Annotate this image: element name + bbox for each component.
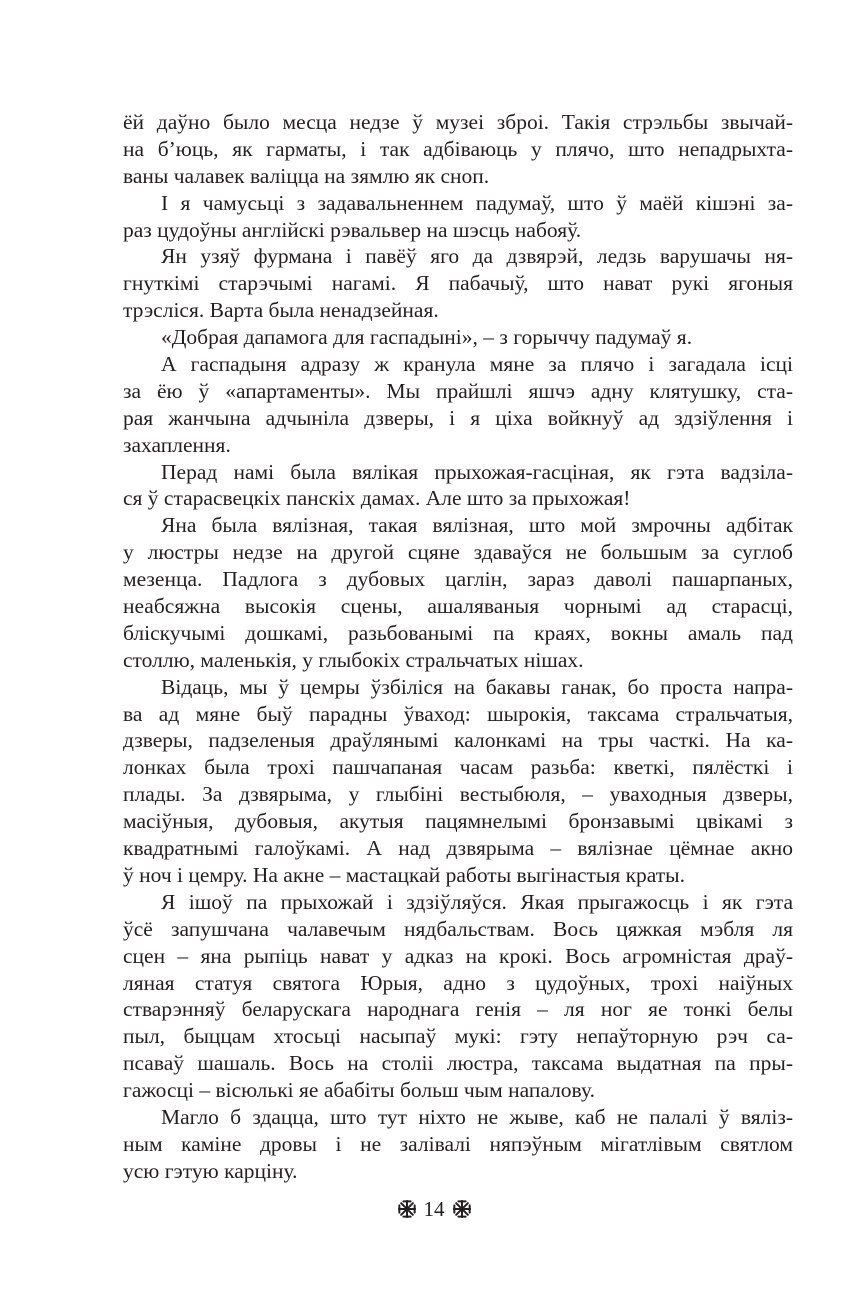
text-line: Відаць, мы ў цемры ўзбіліся на бакавы ганак, бо проста напра- <box>161 674 793 699</box>
paragraph <box>123 1104 793 1185</box>
text-line: Я ішоў па прыхожай і здзіўляўся. Якая прыгажосць і як гэта <box>161 889 793 914</box>
ornament-left-icon <box>398 1200 416 1218</box>
text-line: рая жанчына адчыніла дзверы, і я ціха войкнуў ад здзіўлення і <box>123 405 793 430</box>
paragraph <box>123 190 793 244</box>
paragraph <box>123 674 793 889</box>
text-line: ёй даўно было месца недзе ў музеі зброі. Такія стрэльбы звычай- <box>123 110 793 134</box>
text-line: ся ў старасвецкіх панскіх дамах. Але што за прыхожая! <box>123 486 631 511</box>
text-line: ў ноч і цемру. На акне – мастацкай работы выгінастыя краты. <box>123 862 686 887</box>
text-line: бліскучымі дошкамі, разьбованымі па краях, вокны амаль пад <box>123 620 793 645</box>
page-number: 14 <box>423 1197 445 1221</box>
text-line: усю гэтую карціну. <box>123 1158 298 1183</box>
text-line: А гаспадыня адразу ж кранула мяне за плячо і загадала ісці <box>161 352 793 377</box>
text-line: ляная статуя святога Юрыя, адно з цудоўных, трохі наіўных <box>123 970 793 995</box>
text-line: сцен – яна рыпіць нават у адказ на крокі. Вось агромністая драў- <box>123 943 793 968</box>
body-text <box>123 109 793 1185</box>
text-line: ным каміне дровы і не залівалі няпэўным мігатлівым святлом <box>123 1131 793 1156</box>
text-line: псаваў шашаль. Вось на століі люстра, таксама выдатная па пры- <box>123 1051 793 1076</box>
text-line: ўсё запушчана чалавечым нядбальствам. Вось цяжкая мэбля ля <box>123 916 793 941</box>
text-line: дзверы, падзеленыя драўлянымі калонкамі на тры часткі. На ка- <box>123 728 793 753</box>
paragraph <box>123 324 793 351</box>
text-line: за ёю ў «апартаменты». Мы прайшлі яшчэ адну клятушку, ста- <box>123 378 793 403</box>
ornament-right-icon <box>453 1200 471 1218</box>
paragraph <box>123 889 793 1104</box>
paragraph <box>123 243 793 324</box>
text-line: ва ад мяне быў парадны ўваход: шырокія, таксама стральчатыя, <box>123 701 793 726</box>
text-line: стварэнняў беларускага народнага генія – ля ног яе тонкі белы <box>123 997 793 1022</box>
text-line: гажосці – вісюлькі яе абабіты больш чым напалову. <box>123 1078 595 1103</box>
text-line: Магло б здацца, што тут ніхто не жыве, каб не палалі ў вяліз- <box>161 1104 793 1129</box>
paragraph <box>123 109 793 190</box>
text-line: Перад намі была вялікая прыхожая-гасціная, як гэта вадзіла- <box>161 459 793 484</box>
paragraph <box>123 512 793 673</box>
text-line: масіўныя, дубовыя, акутыя пацямнелымі бронзавымі цвікамі з <box>123 809 793 834</box>
text-line: ваны чалавек валіцца на зямлю як сноп. <box>123 163 490 188</box>
text-line: неабсяжна высокія сцены, ашаляваныя чорнымі ад старасці, <box>123 594 793 619</box>
text-line: столлю, маленькія, у глыбокіх стральчатых нішах. <box>123 647 584 672</box>
text-line: у люстры недзе на другой сцяне здаваўся не большым за суглоб <box>123 540 793 565</box>
text-line: квадратнымі галоўкамі. А над дзвярыма – вялізнае цёмнае акно <box>123 836 793 861</box>
text-line: плады. За дзвярыма, у глыбіні вестыбюля, – уваходныя дзверы, <box>123 782 793 807</box>
text-line: пыл, быццам хтосьці насыпаў мукі: гэту непаўторную рэч са- <box>123 1024 793 1049</box>
page-footer <box>0 1197 868 1222</box>
text-line: мезенца. Падлога з дубовых цаглін, зараз даволі пашарпаных, <box>123 567 793 592</box>
text-line: трэсліся. Варта была ненадзейная. <box>123 298 439 323</box>
paragraph <box>123 459 793 513</box>
text-line: раз цудоўны англійскі рэвальвер на шэсць набояў. <box>123 217 582 242</box>
paragraph <box>123 351 793 459</box>
text-line: захаплення. <box>123 432 231 457</box>
text-line: Яна была вялізная, такая вялізная, што мой змрочны адбітак <box>161 513 793 538</box>
text-line: лонках была трохі пашчапаная часам разьба: кветкі, пялёсткі і <box>123 755 793 780</box>
text-line: «Добрая дапамога для гаспадыні», – з горыччу падумаў я. <box>161 325 693 350</box>
text-line: гнуткімі старэчымі нагамі. Я пабачыў, што нават рукі ягоныя <box>123 271 793 296</box>
text-line: І я чамусьці з задавальненнем падумаў, што ў маёй кішэні за- <box>161 190 793 215</box>
text-line: на б’юць, як гарматы, і так адбіваюць у плячо, што непадрыхта- <box>123 136 793 161</box>
text-line: Ян узяў фурмана і павёў яго да дзвярэй, ледзь варушачы ня- <box>161 244 793 269</box>
